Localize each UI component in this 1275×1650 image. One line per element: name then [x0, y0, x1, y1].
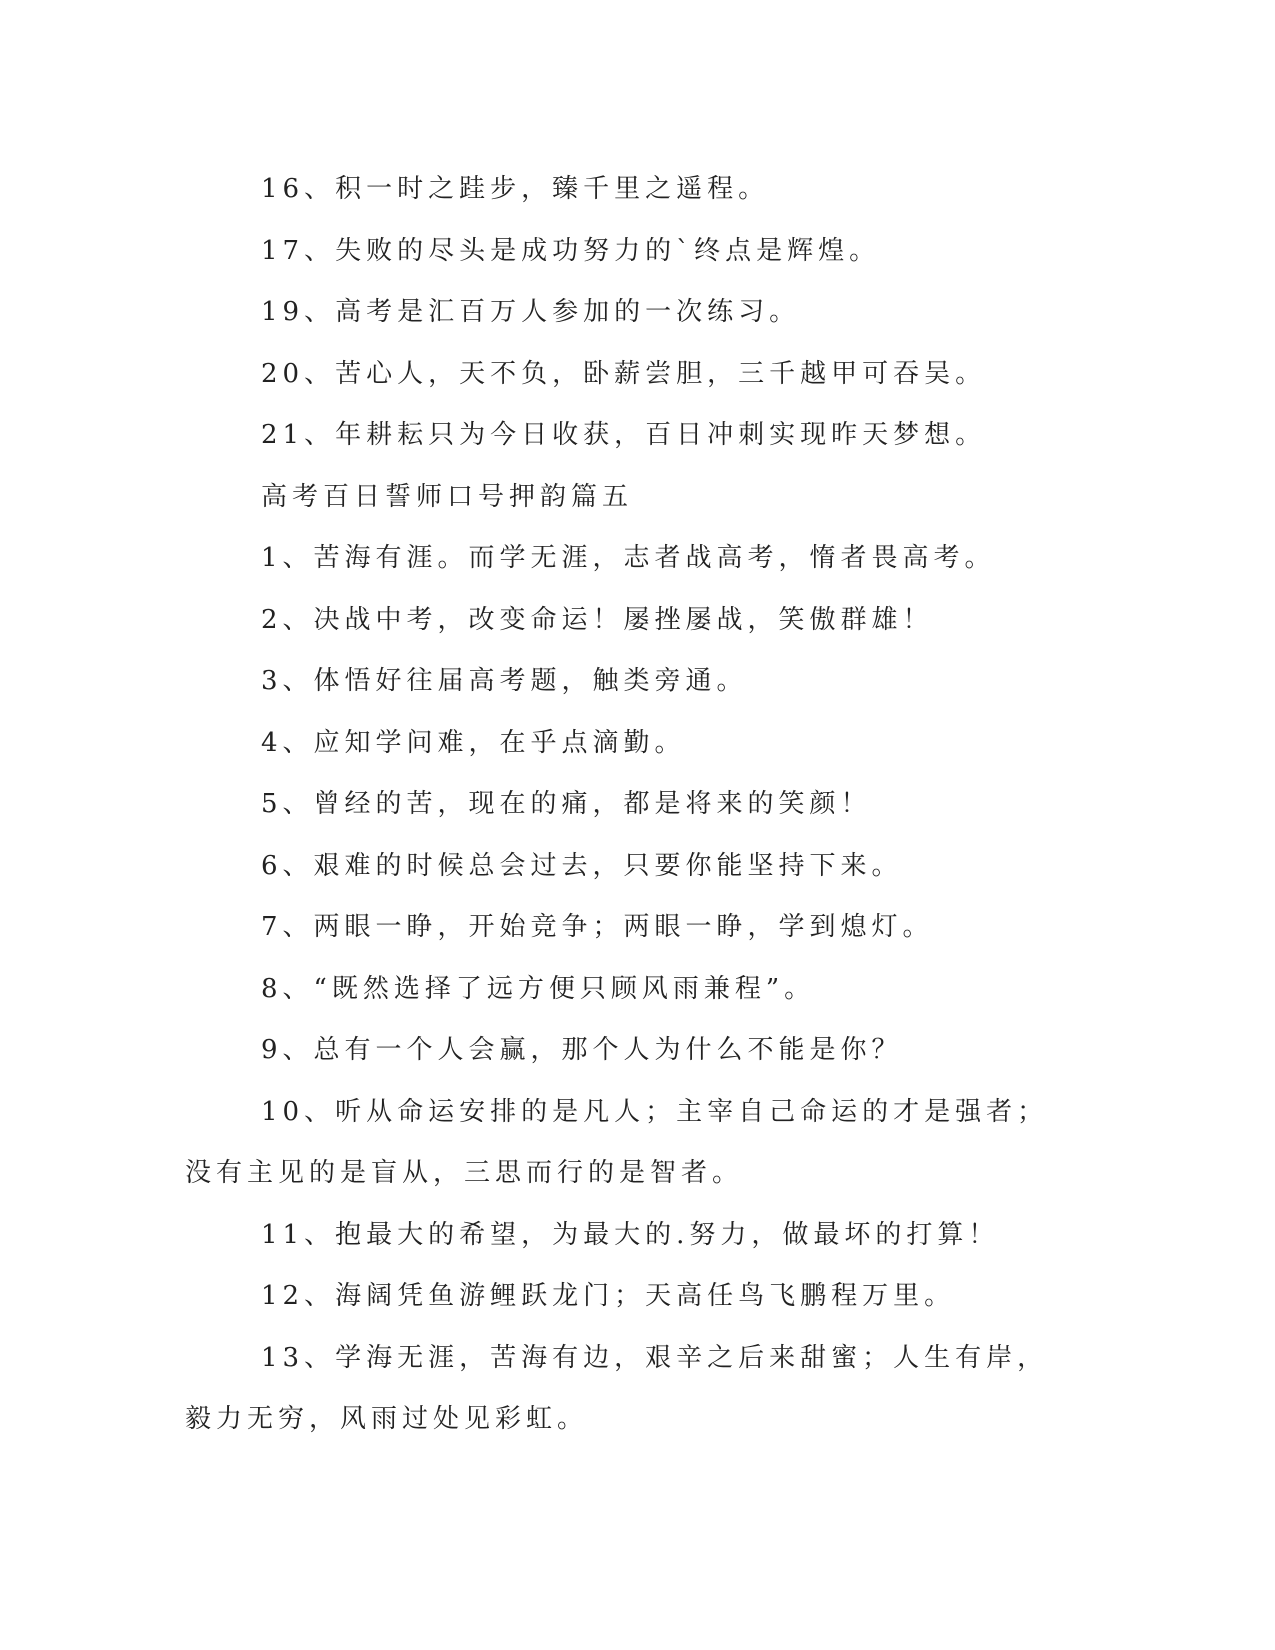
paragraph-4: 4、应知学问难，在乎点滴勤。 [261, 727, 686, 758]
paragraph-9: 9、总有一个人会赢，那个人为什么不能是你？ [261, 1035, 903, 1065]
document-body [185, 159, 1065, 1451]
section-heading: 高考百日誓师口号押韵篇五 [261, 481, 634, 512]
paragraph-2: 2、决战中考，改变命运！屡挫屡战，笑傲群雄！ [261, 604, 934, 635]
paragraph-21: 21、年耕耘只为今日收获，百日冲刺实现昨天梦想。 [261, 420, 987, 450]
paragraph-7: 7、两眼一睁，开始竞争；两眼一睁，学到熄灯。 [261, 912, 934, 942]
paragraph-12: 12、海阔凭鱼游鲤跃龙门；天高任鸟飞鹏程万里。 [261, 1281, 956, 1311]
paragraph-11: 11、抱最大的希望，为最大的.努力，做最坏的打算！ [261, 1219, 1000, 1250]
paragraph-5: 5、曾经的苦，现在的痛，都是将来的笑颜！ [261, 789, 872, 819]
paragraph-1: 1、苦海有涯。而学无涯，志者战高考，惰者畏高考。 [261, 543, 996, 573]
paragraph-13: 13、学海无涯，苦海有边，艰辛之后来甜蜜；人生有岸，毅力无穷，风雨过处见彩虹。 [185, 1342, 1049, 1434]
paragraph-10: 10、听从命运安排的是凡人；主宰自己命运的才是强者；没有主见的是盲从，三思而行的是智者。 [185, 1096, 1049, 1188]
paragraph-6: 6、艰难的时候总会过去，只要你能坚持下来。 [261, 850, 903, 881]
paragraph-19: 19、高考是汇百万人参加的一次练习。 [261, 297, 801, 327]
paragraph-3: 3、体悟好往届高考题，触类旁通。 [261, 666, 748, 696]
paragraph-8: 8、“既然选择了远方便只顾风雨兼程”。 [261, 973, 816, 1004]
paragraph-16: 16、积一时之跬步，臻千里之遥程。 [261, 174, 770, 204]
paragraph-17: 17、失败的尽头是成功努力的`终点是辉煌。 [261, 235, 881, 266]
paragraph-20: 20、苦心人，天不负，卧薪尝胆，三千越甲可吞吴。 [261, 358, 987, 389]
